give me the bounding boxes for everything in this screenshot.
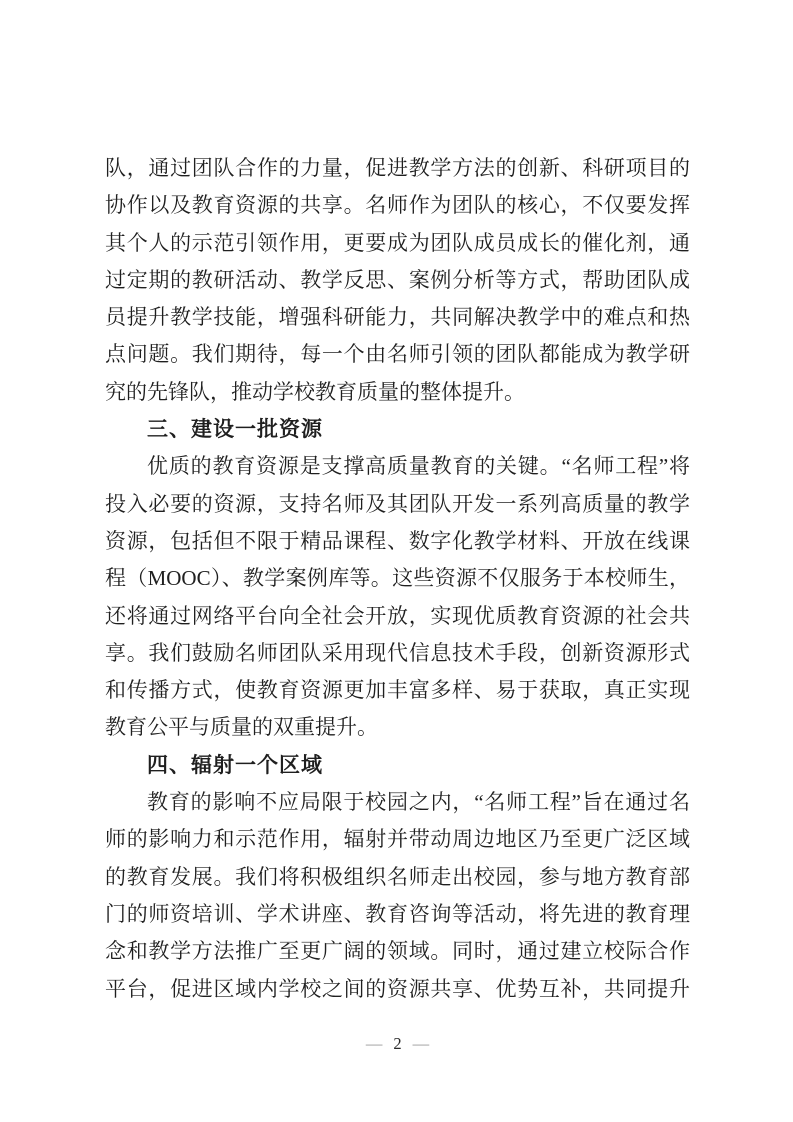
text-line: 和传播方式，使教育资源更加丰富多样、易于获取，真正实现 bbox=[105, 678, 690, 703]
text-line: 过定期的教研活动、教学反思、案例分析等方式，帮助团队成 bbox=[105, 267, 690, 292]
text-line: 的教育发展。我们将积极组织名师走出校园，参与地方教育部 bbox=[105, 864, 690, 889]
text-line: 队，通过团队合作的力量，促进教学方法的创新、科研项目的 bbox=[105, 156, 690, 180]
text-line: 教育的影响不应局限于校园之内，“名师工程”旨在通过名 bbox=[147, 790, 690, 815]
page-footer bbox=[105, 1032, 690, 1056]
section-heading: 四、辐射一个区域 bbox=[147, 753, 323, 777]
document-body bbox=[105, 150, 690, 1008]
footer-dash-left: — bbox=[365, 1034, 383, 1053]
text-line: 资源，包括但不限于精品课程、数字化教学材料、开放在线课 bbox=[105, 528, 690, 553]
text-line: 教育公平与质量的双重提升。 bbox=[105, 715, 378, 740]
text-line: 优质的教育资源是支撑高质量教育的关键。“名师工程”将 bbox=[147, 454, 690, 479]
text-line: 其个人的示范引领作用，更要成为团队成员成长的催化剂，通 bbox=[105, 230, 690, 255]
footer-dash-right: — bbox=[412, 1034, 430, 1053]
text-line: 投入必要的资源，支持名师及其团队开发一系列高质量的教学 bbox=[105, 491, 690, 516]
text-line: 门的师资培训、学术讲座、教育咨询等活动，将先进的教育理 bbox=[105, 901, 690, 926]
text-line: 还将通过网络平台向全社会开放，实现优质教育资源的社会共 bbox=[105, 603, 690, 628]
section-heading: 三、建设一批资源 bbox=[147, 418, 323, 442]
page-number: 2 bbox=[393, 1034, 402, 1053]
text-line: 念和教学方法推广至更广阔的领域。同时，通过建立校际合作 bbox=[105, 939, 690, 964]
text-line: 平台，促进区域内学校之间的资源共享、优势互补，共同提升 bbox=[105, 976, 690, 1001]
text-line: 点问题。我们期待，每一个由名师引领的团队都能成为教学研 bbox=[105, 342, 690, 367]
text-line: 师的影响力和示范作用，辐射并带动周边地区乃至更广泛区域 bbox=[105, 827, 690, 852]
text-line: 享。我们鼓励名师团队采用现代信息技术手段，创新资源形式 bbox=[105, 640, 690, 665]
text-line: 究的先锋队，推动学校教育质量的整体提升。 bbox=[105, 379, 525, 404]
text-line: 程（MOOC）、教学案例库等。这些资源不仅服务于本校师生， bbox=[105, 566, 690, 591]
text-line: 员提升教学技能，增强科研能力，共同解决教学中的难点和热 bbox=[105, 305, 690, 330]
text-line: 协作以及教育资源的共享。名师作为团队的核心，不仅要发挥 bbox=[105, 193, 690, 218]
